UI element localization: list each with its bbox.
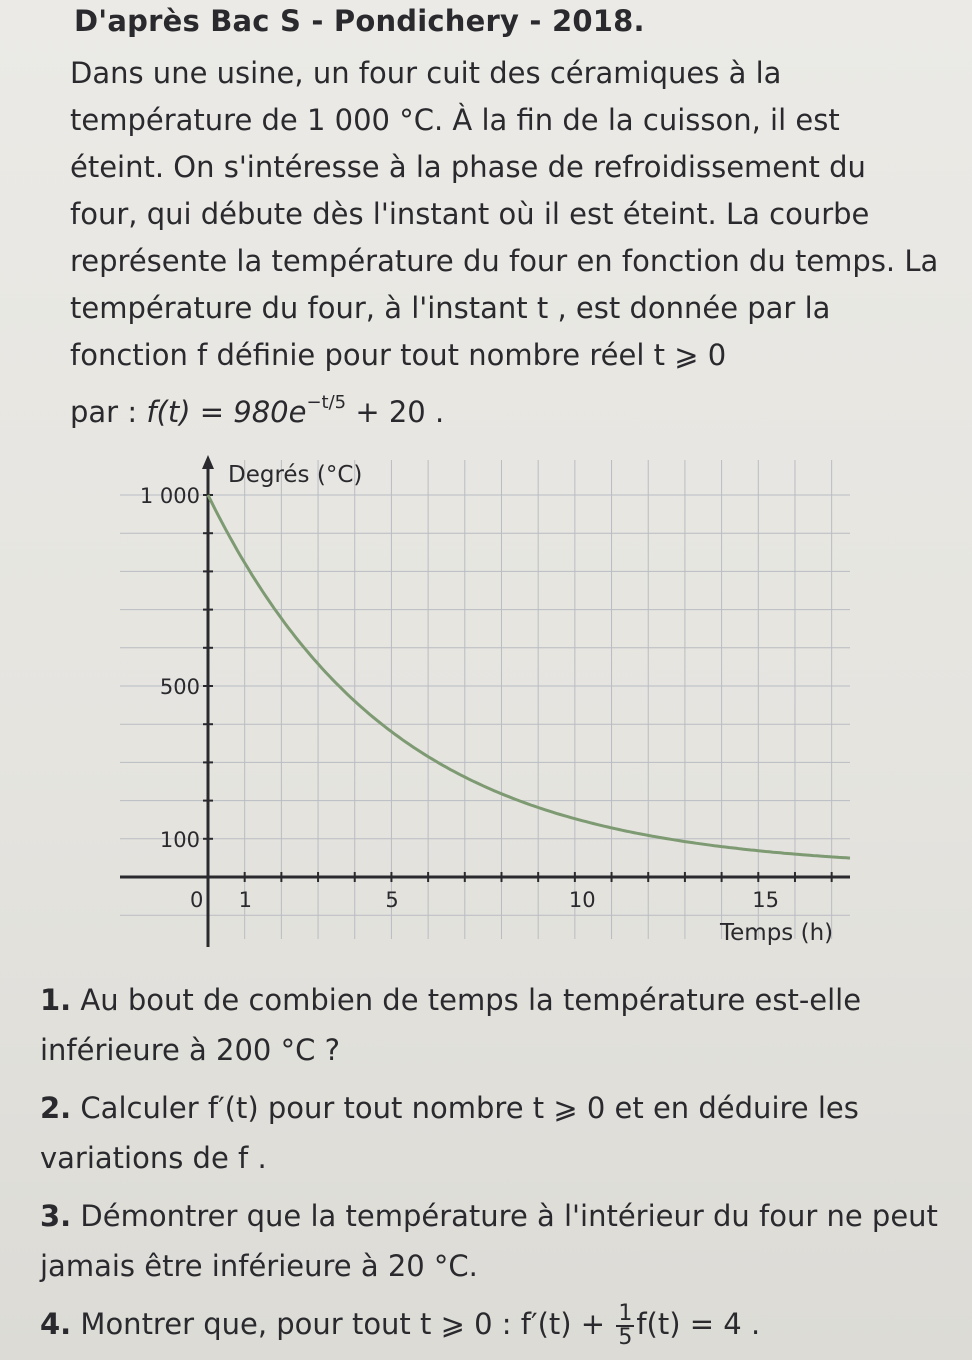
fraction-denominator: 5	[618, 1325, 633, 1350]
y-axis-arrow	[202, 455, 214, 469]
chart-axes	[120, 455, 850, 947]
fraction-numerator: 1	[618, 1301, 633, 1326]
temperature-chart	[120, 450, 860, 950]
question-text-end: f(t) = 4 .	[636, 1307, 761, 1341]
intro-paragraph	[70, 50, 940, 379]
question-text: Montrer que, pour tout t ⩾ 0 : f′(t) +	[80, 1307, 606, 1341]
question-2	[40, 1083, 940, 1183]
question-text: Calculer f′(t) pour tout nombre t ⩾ 0 et en déduire les variations de f .	[40, 1091, 859, 1175]
temperature-curve	[208, 495, 850, 858]
x-tick-label: 10	[568, 888, 596, 912]
y-tick-label: 1 000	[139, 484, 200, 508]
x-tick-label: 0	[190, 888, 204, 912]
x-axis-label: Temps (h)	[720, 920, 834, 946]
question-text: Au bout de combien de temps la température est-elle inférieure à 200 °C ?	[40, 983, 862, 1067]
formula-prefix: par :	[70, 395, 138, 429]
y-axis-label: Degrés (°C)	[228, 462, 363, 488]
formula-rhs: + 20 .	[355, 395, 445, 429]
y-tick-label: 500	[159, 675, 200, 699]
x-tick-label: 5	[385, 888, 399, 912]
questions-list	[40, 975, 940, 1357]
question-number: 1.	[40, 983, 72, 1017]
question-1	[40, 975, 940, 1075]
x-tick-label: 15	[752, 888, 780, 912]
function-definition	[70, 392, 444, 429]
intro-text: Dans une usine, un four cuit des céramiques à la température de 1 000 °C. À la fin de la cuisson, il est éteint. On s'intéresse à la phase de refroidissement du four, qui débute dès l'instant où il est éteint. La courbe représente la température du four en fonction du temps. La température du four, à l'instant t , est donnée par la fonction f définie pour tout nombre réel t ⩾ 0	[70, 56, 939, 372]
formula-exponent: −t/5	[306, 392, 347, 413]
question-3	[40, 1191, 940, 1291]
question-number: 3.	[40, 1199, 72, 1233]
x-tick-label: 1	[238, 888, 253, 912]
formula-lhs: f(t) = 980e	[146, 395, 307, 429]
question-text: Démontrer que la température à l'intérieur du four ne peut jamais être inférieure à 20 °C.	[40, 1199, 938, 1283]
chart-grid	[120, 460, 850, 939]
fraction-one-fifth	[616, 1303, 634, 1349]
question-number: 4.	[40, 1307, 72, 1341]
question-4	[40, 1299, 940, 1349]
question-number: 2.	[40, 1091, 72, 1125]
y-tick-label: 100	[159, 827, 200, 852]
exercise-source-header: D'après Bac S - Pondichery - 2018.	[74, 4, 645, 38]
